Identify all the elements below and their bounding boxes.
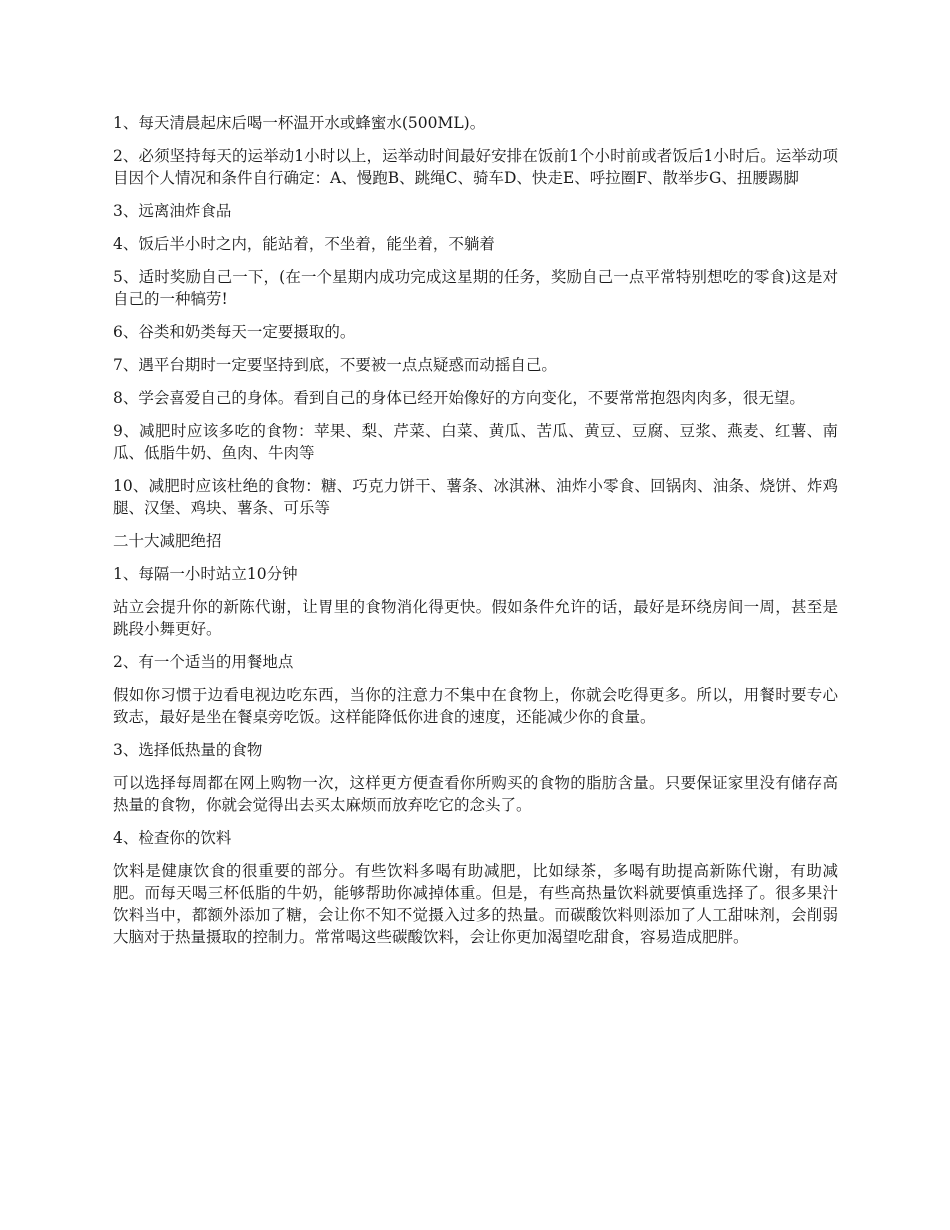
tip-paragraph: 1、每天清晨起床后喝一杯温开水或蜂蜜水(500ML)。 — [113, 114, 486, 132]
tip-paragraph: 3、远离油炸食品 — [113, 202, 232, 220]
tip-paragraph: 2、必须坚持每天的运举动1小时以上，运举动时间最好安排在饭前1个小时前或者饭后1小时后。运举动项目因个人情况和条件自行确定：A、慢跑B、跳绳C、骑车D、快走E、呼拉圈F、散举步G、扭腰踢脚 — [113, 147, 838, 187]
tip-paragraph: 6、谷类和奶类每天一定要摄取的。 — [113, 323, 356, 341]
document-page — [113, 112, 838, 959]
tip-heading: 2、有一个适当的用餐地点 — [113, 653, 294, 671]
tip-paragraph: 5、适时奖励自己一下，(在一个星期内成功完成这星期的任务，奖励自己一点平常特别想吃的零食)这是对自己的一种犒劳! — [113, 268, 838, 308]
tip-heading: 4、检查你的饮料 — [113, 829, 232, 847]
tip-paragraph: 7、遇平台期时一定要坚持到底，不要被一点点疑惑而动摇自己。 — [113, 356, 557, 374]
tip-paragraph: 9、减肥时应该多吃的食物：苹果、梨、芹菜、白菜、黄瓜、苦瓜、黄豆、豆腐、豆浆、燕麦、红薯、南瓜、低脂牛奶、鱼肉、牛肉等 — [113, 422, 838, 462]
tip-heading: 1、每隔一小时站立10分钟 — [113, 565, 298, 583]
tip-paragraph: 10、减肥时应该杜绝的食物：糖、巧克力饼干、薯条、冰淇淋、油炸小零食、回锅肉、油条、烧饼、炸鸡腿、汉堡、鸡块、薯条、可乐等 — [113, 477, 838, 517]
tip-paragraph: 4、饭后半小时之内，能站着，不坐着，能坐着，不躺着 — [113, 235, 495, 253]
tip-body: 可以选择每周都在网上购物一次，这样更方便查看你所购买的食物的脂肪含量。只要保证家里没有储存高热量的食物，你就会觉得出去买太麻烦而放弃吃它的念头了。 — [113, 774, 838, 814]
tip-body: 站立会提升你的新陈代谢，让胃里的食物消化得更快。假如条件允许的话，最好是环绕房间一周，甚至是跳段小舞更好。 — [113, 598, 838, 638]
section-heading: 二十大减肥绝招 — [113, 532, 222, 550]
tip-body: 假如你习惯于边看电视边吃东西，当你的注意力不集中在食物上，你就会吃得更多。所以，用餐时要专心致志，最好是坐在餐桌旁吃饭。这样能降低你进食的速度，还能减少你的食量。 — [113, 686, 838, 726]
tip-paragraph: 8、学会喜爱自己的身体。看到自己的身体已经开始像好的方向变化，不要常常抱怨肉肉多，很无望。 — [113, 389, 805, 407]
tip-heading: 3、选择低热量的食物 — [113, 741, 263, 759]
tip-body: 饮料是健康饮食的很重要的部分。有些饮料多喝有助减肥，比如绿茶，多喝有助提高新陈代谢，有助减肥。而每天喝三杯低脂的牛奶，能够帮助你减掉体重。但是，有些高热量饮料就要慎重选择了。很多果汁饮料当中，都额外添加了糖，会让你不知不觉摄入过多的热量。而碳酸饮料则添加了人工甜味剂，会削弱大脑对于热量摄取的控制力。常常喝这些碳酸饮料，会让你更加渴望吃甜食，容易造成肥胖。 — [113, 862, 838, 946]
